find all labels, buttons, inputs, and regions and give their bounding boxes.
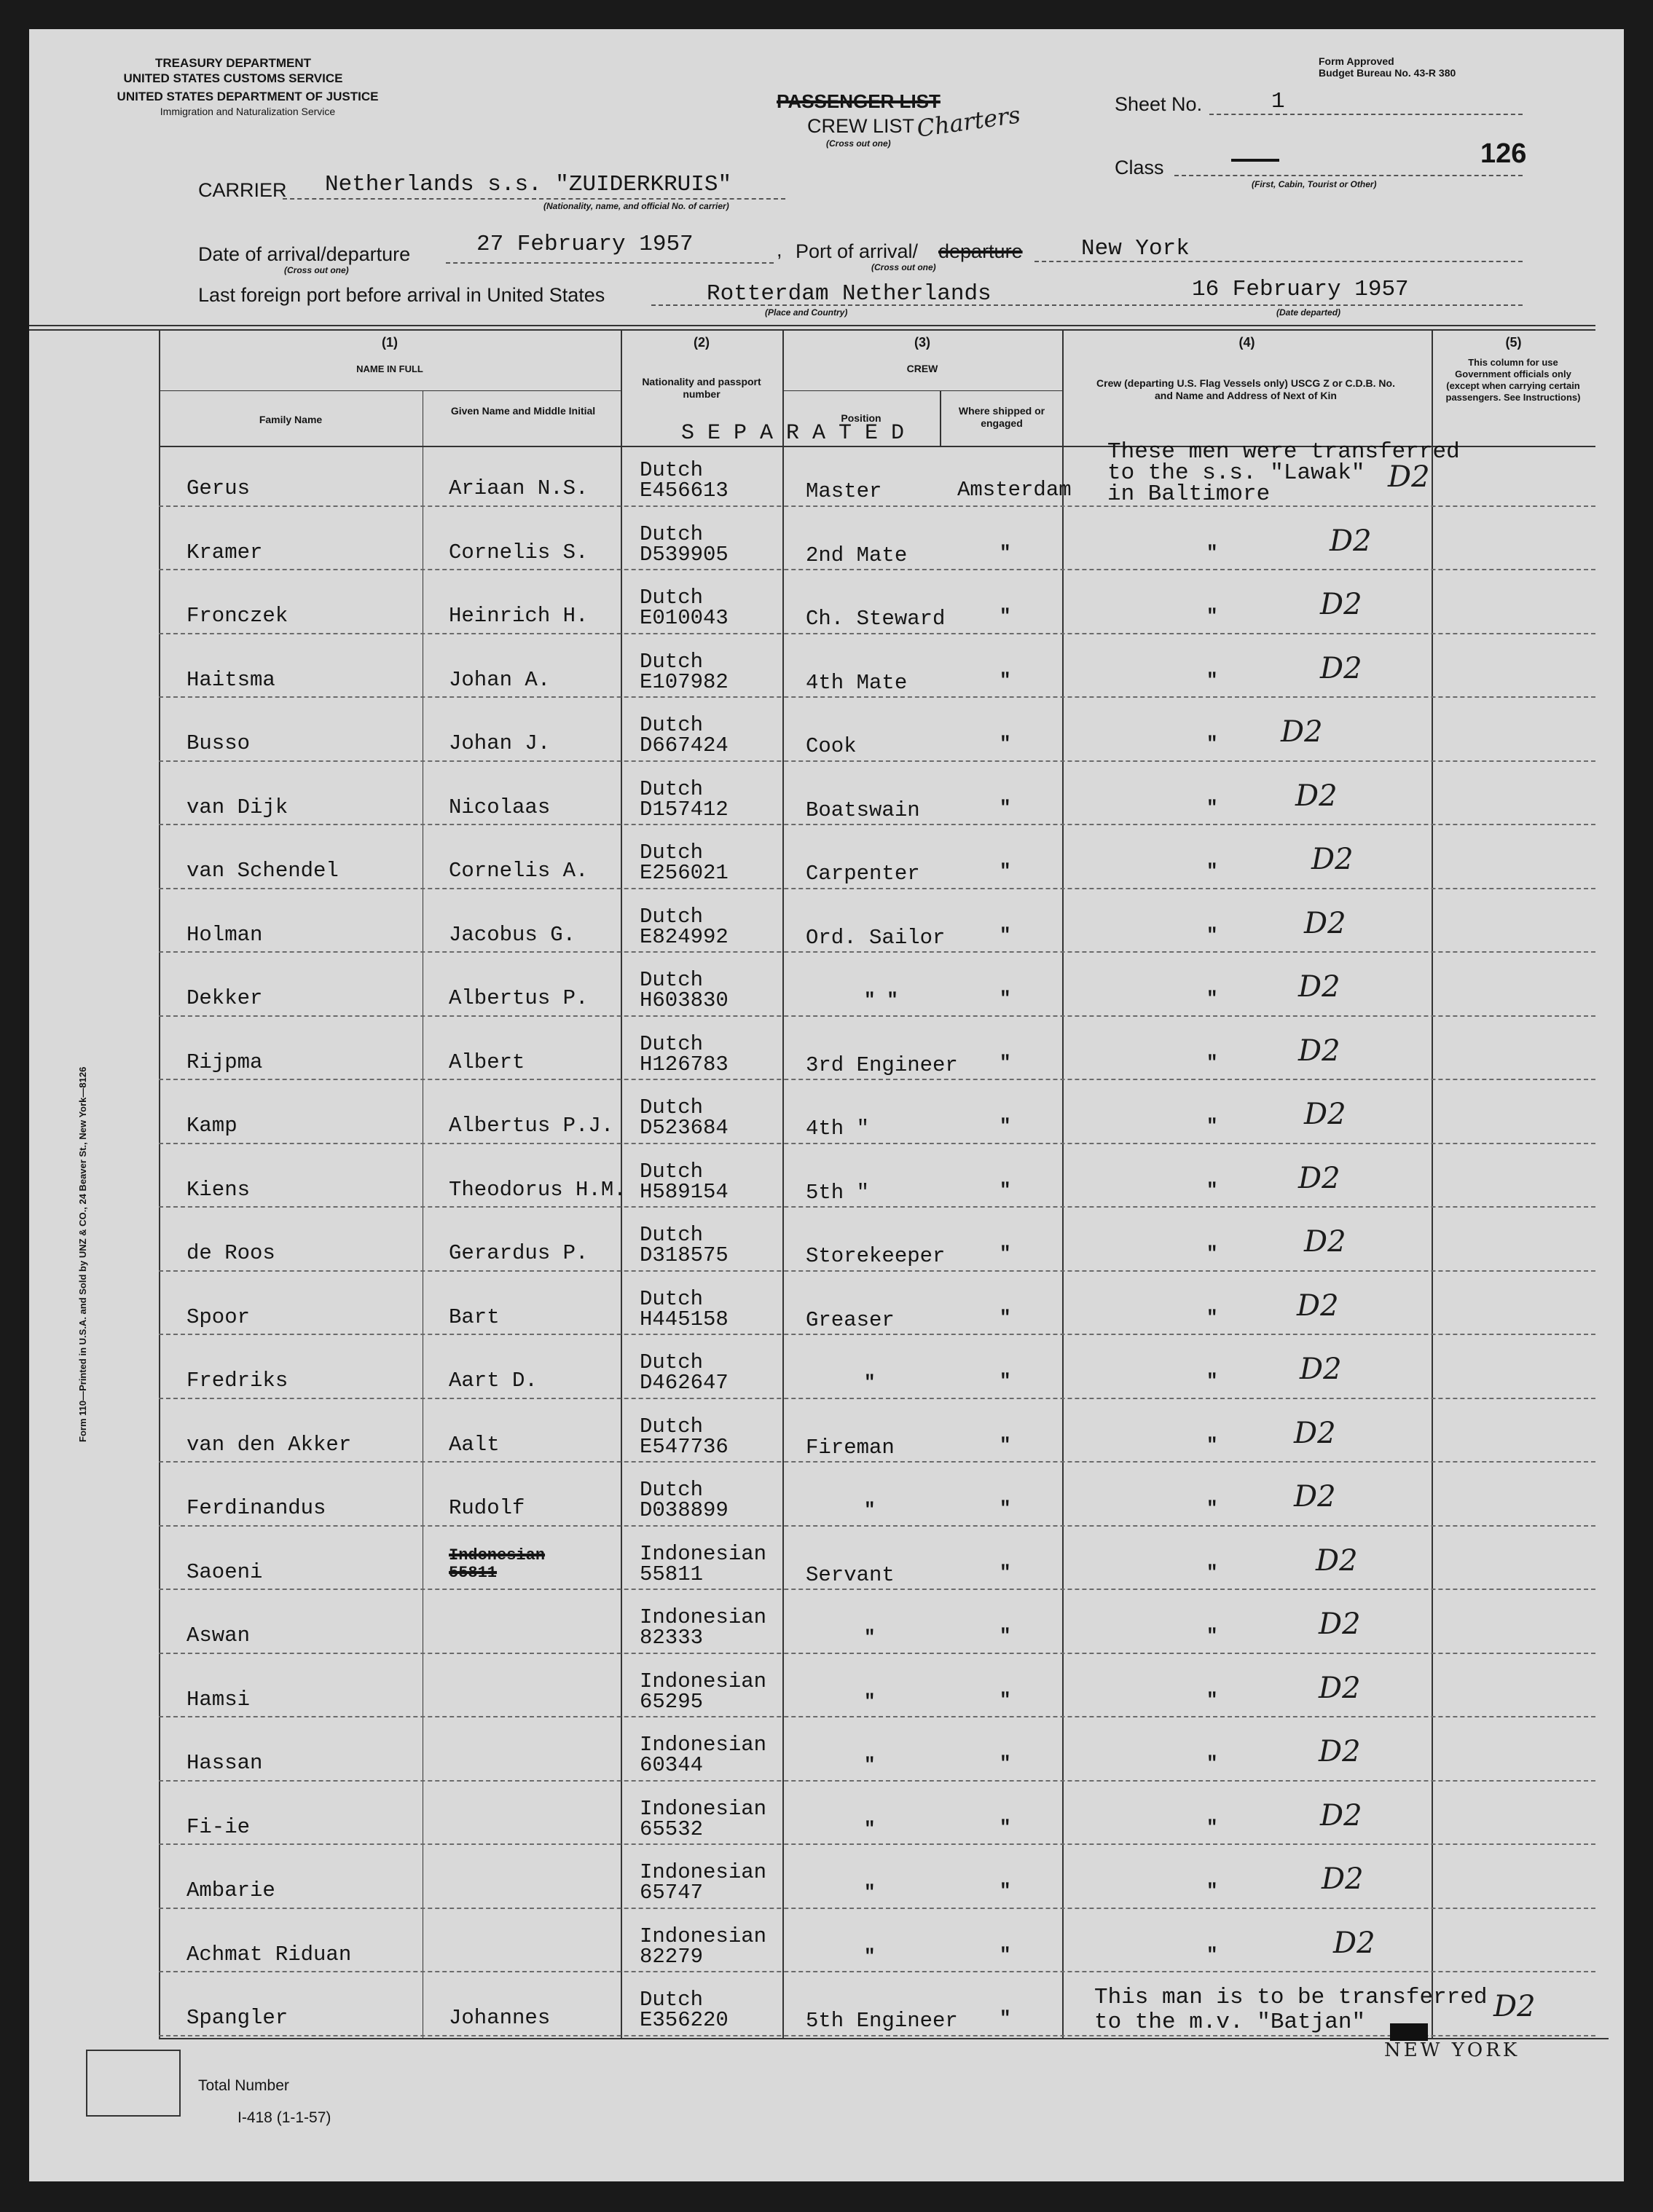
col3-number: (3) [914,335,930,350]
nationality: Indonesian [640,1733,767,1757]
shipped-place: " [1000,1370,1011,1392]
given-name: Aart D. [449,1369,538,1393]
next-of-kin-ditto: " [1206,1370,1218,1392]
remarks-bottom-line1: This man is to be transferred [1094,1985,1488,2010]
shipped-place: " [1000,1816,1011,1838]
passport-number: E256021 [640,861,729,885]
shipped-place: " [1000,2007,1011,2029]
family-name: Holman [186,922,263,947]
next-of-kin-ditto: " [1206,1625,1218,1647]
disposition-mark: D2 [1297,1288,1339,1323]
row-divider [159,1525,1595,1527]
last-port-date: 16 February 1957 [1192,277,1409,302]
family-name: van Schendel [186,859,339,883]
passport-number: E107982 [640,669,729,694]
shipped-place: " [1000,988,1011,1009]
form-paper [29,29,1624,2181]
class-value: ----- [1231,151,1280,170]
given-name: Albertus P.J. [449,1114,614,1138]
given-name: Jacobus G. [449,922,576,947]
next-of-kin-ditto: " [1206,733,1218,755]
nationality: Dutch [640,841,704,865]
given-name: Cornelis S. [449,540,589,564]
passport-number: D667424 [640,733,729,757]
remarks-top-line3: in Baltimore [1107,481,1271,507]
disposition-mark: D2 [1322,1862,1364,1896]
date-arrival-value: 27 February 1957 [476,232,694,257]
nationality: Dutch [640,1223,704,1247]
shipped-place: " [1000,1243,1011,1264]
nationality: Dutch [640,713,704,737]
given-name: Gerardus P. [449,1241,589,1265]
sheet-label: Sheet No. [1115,93,1203,115]
disposition-mark: D2 [1330,524,1372,558]
row-divider [159,1270,1595,1272]
sheet-number: 1 [1271,89,1285,114]
row-divider [159,824,1595,825]
position: " [864,1945,876,1967]
col5-note: This column for use Government officials only (except when carrying certain passengers. See Instructions) [1445,357,1581,403]
passport-number: 55811 [640,1562,704,1586]
passport-number: H445158 [640,1307,729,1331]
nationality: Indonesian [640,1669,767,1693]
family-name: Rijpma [186,1050,263,1074]
col-given-header: Given Name and Middle Initial [450,405,596,417]
next-of-kin-ditto: " [1206,1561,1218,1583]
nationality: Dutch [640,904,704,929]
passport-number: E547736 [640,1434,729,1459]
passport-number: H126783 [640,1052,729,1077]
col-family-header: Family Name [259,414,323,425]
disposition-mark: D2 [1304,906,1346,940]
position: " [864,1371,876,1393]
row-divider [159,1589,1595,1590]
given-name: Theodorus H.M. [449,1177,627,1202]
family-name: Hamsi [186,1687,251,1712]
comma: , [777,239,782,261]
family-name: Busso [186,731,251,755]
shipped-place: " [1000,1752,1011,1774]
position: " [864,1499,876,1521]
port-arrival-label: Port of arrival/ [796,240,919,262]
row-divider [159,1143,1595,1144]
family-name: Gerus [186,476,251,500]
position: 4th " [806,1117,870,1141]
nationality: Dutch [640,1478,704,1502]
next-of-kin-ditto: " [1206,1497,1218,1519]
shipped-place: " [1000,1943,1011,1966]
position: 5th " [806,1180,870,1205]
nationality: Indonesian [640,1796,767,1821]
nationality: Dutch [640,1414,704,1438]
position: Boatswain [806,798,920,822]
shipped-place: " [1000,924,1011,946]
family-name: Saoeni [186,1559,263,1584]
remarks-top-line1: These men were transferred [1107,439,1460,465]
row-divider [159,1015,1595,1017]
next-of-kin-ditto: " [1206,988,1218,1009]
shipped-place: " [1000,1688,1011,1711]
separated-stamp: S E P A R A T E D [681,421,905,446]
position: " [864,1626,876,1648]
passport-number: E356220 [640,2008,729,2032]
position: " [864,1881,876,1903]
row-divider [159,1206,1595,1208]
next-of-kin-ditto: " [1206,1178,1218,1201]
remarks-top [1107,441,1460,505]
family-name: Kiens [186,1177,251,1202]
shipped-place: " [1000,1433,1011,1456]
disposition-mark: D2 [1311,843,1354,876]
row-divider [159,633,1595,634]
position: 4th Mate [806,670,908,695]
handwritten-new-york: NEW YORK [1384,2039,1520,2061]
disposition-mark: D2 [1281,715,1323,749]
passport-number: D539905 [640,542,729,567]
family-name: Spoor [186,1304,251,1329]
position: " [864,1817,876,1840]
row-divider [159,505,1595,507]
next-of-kin-ditto: " [1206,605,1218,627]
family-name: Achmat Riduan [186,1942,352,1967]
shipped-place: " [1000,669,1011,691]
date-arrival-note: (Cross out one) [284,265,349,275]
family-name: Fronczek [186,604,288,628]
disposition-mark: D2 [1319,1671,1361,1705]
next-of-kin-ditto: " [1206,1243,1218,1264]
crew-list-label: CREW LIST [807,115,915,137]
row-divider [159,1780,1595,1782]
given-name: Albert [449,1050,525,1074]
family-name: Hassan [186,1751,263,1775]
position: 3rd Engineer [806,1052,958,1077]
disposition-mark: D2 [1298,1161,1340,1195]
shipped-place: " [1000,1497,1011,1519]
carrier-value: Netherlands s.s. "ZUIDERKRUIS" [325,172,732,197]
shipped-place: " [1000,796,1011,819]
passport-number: H603830 [640,988,729,1012]
position: Ch. Steward [806,607,946,631]
family-name: Aswan [186,1623,251,1648]
col-nationality-header: Nationality and passport number [642,376,761,400]
next-of-kin-ditto: " [1206,669,1218,691]
passport-number: 60344 [640,1753,704,1777]
remarks-top-line2: to the s.s. "Lawak" [1107,460,1365,486]
total-number-label: Total Number [198,2077,289,2094]
total-number-box [86,2050,181,2117]
given-name: Rudolf [449,1496,525,1520]
row-divider [159,1461,1595,1463]
nationality: Dutch [640,1988,704,2012]
position: Ord. Sailor [806,925,946,950]
family-name: Ferdinandus [186,1496,326,1520]
side-printer-note: Form 110—Printed in U.S.A. and Sold by UNZ & CO., 24 Beaver St., New York—8126 [77,1066,88,1442]
row-divider [159,1653,1595,1654]
family-name: Ambarie [186,1878,275,1902]
disposition-mark: D2 [1298,970,1340,1004]
next-of-kin-ditto: " [1206,1433,1218,1456]
class-label: Class [1115,157,1164,178]
agency-ins: Immigration and Naturalization Service [160,106,336,117]
col1-title: NAME IN FULL [356,363,423,374]
family-name: van Dijk [186,795,288,819]
row-divider [159,1971,1595,1972]
last-port-note: (Place and Country) [765,307,848,318]
next-of-kin-ditto: " [1206,1306,1218,1329]
col1-number: (1) [382,335,398,350]
nationality: Indonesian [640,1860,767,1884]
nationality: Dutch [640,1031,704,1056]
disposition-mark: D2 [1300,1353,1342,1386]
row-divider [159,696,1595,698]
shipped-place: " [1000,733,1011,755]
disposition-mark: D2 [1319,1735,1361,1768]
port-note: (Cross out one) [871,262,936,272]
disposition-mark: D2 [1304,1225,1346,1259]
position: 2nd Mate [806,543,908,567]
form-approved-line1: Form Approved [1319,55,1394,67]
nationality: Indonesian [640,1541,767,1566]
nationality: Dutch [640,586,704,610]
family-name: Fi-ie [186,1814,251,1839]
given-name: Bart [449,1304,500,1329]
form-approved [1319,55,1456,79]
passport-number: 82333 [640,1626,704,1650]
col2-number: (2) [694,335,710,350]
position: " [864,1690,876,1712]
disposition-mark: D2 [1294,1480,1336,1514]
given-name: Johannes [449,2006,551,2030]
position: Storekeeper [806,1244,946,1268]
position: Greaser [806,1307,895,1332]
next-of-kin-ditto: " [1206,1943,1218,1966]
disposition-mark: D2 [1295,779,1338,813]
nationality: Dutch [640,521,704,546]
disposition-mark: D2 [1388,460,1430,494]
position: Cook [806,734,857,758]
next-of-kin-ditto: " [1206,1115,1218,1137]
nationality: Dutch [640,776,704,801]
last-port-date-note: (Date departed) [1276,307,1341,318]
family-name: de Roos [186,1241,275,1265]
row-divider [159,569,1595,570]
agency-block-2 [84,89,412,119]
position: Carpenter [806,862,920,886]
shipped-place: " [1000,1880,1011,1902]
family-name: Dekker [186,986,263,1010]
class-note: (First, Cabin, Tourist or Other) [1252,179,1377,189]
row-divider [159,1334,1595,1335]
shipped-place: " [1000,1561,1011,1583]
shipped-place: " [1000,1625,1011,1647]
last-port-label: Last foreign port before arrival in United States [198,284,605,306]
given-name: Johan J. [449,731,551,755]
row-divider [159,1843,1595,1845]
col-position-header: Position [841,412,882,424]
shipped-place: Amsterdam [957,478,1072,502]
nationality: Dutch [640,1159,704,1184]
remarks-bottom-line2: to the m.v. "Batjan" [1094,2010,1366,2035]
nationality: Dutch [640,1095,704,1119]
passport-number: 65747 [640,1881,704,1905]
given-name: Heinrich H. [449,604,589,628]
position: " " [864,989,898,1011]
passport-number: D318575 [640,1243,729,1267]
disposition-mark: D2 [1320,651,1362,685]
form-number: I-418 (1-1-57) [237,2109,331,2126]
disposition-mark: D2 [1316,1543,1358,1578]
family-name: Kamp [186,1114,237,1138]
family-name: van den Akker [186,1432,352,1457]
col-crew-header: CREW [906,363,938,374]
shipped-place: " [1000,541,1011,564]
nationality: Dutch [640,968,704,992]
family-name: Haitsma [186,667,275,692]
port-arrival-value: New York [1081,236,1190,261]
handwritten-charters: Charters [915,101,1022,143]
passport-number: D462647 [640,1371,729,1395]
row-divider [159,1908,1595,1909]
redaction-block [1390,2023,1428,2041]
family-name: Spangler [186,2006,288,2030]
row-divider [159,951,1595,953]
disposition-mark: D2 [1493,1990,1536,2023]
passport-number: E456613 [640,479,729,503]
page-number: 126 [1480,138,1527,169]
passenger-list-struck: PASSENGER LIST [777,90,941,112]
row-divider [159,1716,1595,1717]
shipped-place: " [1000,605,1011,627]
family-name: Kramer [186,540,263,564]
passport-number: 82279 [640,1944,704,1969]
nationality: Indonesian [640,1924,767,1948]
agency-treasury: TREASURY DEPARTMENT [154,56,312,70]
given-name: Indonesian 55811 [449,1546,546,1582]
position: Master [806,479,882,503]
given-name: Johan A. [449,667,551,692]
crew-list-note: (Cross out one) [826,138,891,149]
disposition-mark: D2 [1320,1798,1362,1833]
shipped-place: " [1000,1178,1011,1201]
nationality: Indonesian [640,1605,767,1629]
carrier-label: CARRIER [198,179,287,201]
disposition-mark: D2 [1298,1034,1340,1068]
disposition-mark: D2 [1294,1416,1336,1450]
given-name: Ariaan N.S. [449,476,589,500]
form-approved-line2: Budget Bureau No. 43-R 380 [1319,67,1456,79]
disposition-mark: D2 [1320,588,1362,621]
next-of-kin-ditto: " [1206,1880,1218,1902]
last-port-value: Rotterdam Netherlands [707,281,992,307]
shipped-place: " [1000,1051,1011,1074]
disposition-mark: D2 [1304,1098,1346,1131]
row-divider [159,888,1595,889]
nationality: Dutch [640,1350,704,1374]
given-name: Albertus P. [449,986,589,1010]
next-of-kin-ditto: " [1206,1688,1218,1711]
passport-number: D038899 [640,1498,729,1522]
shipped-place: " [1000,1306,1011,1329]
position: " [864,1754,876,1776]
row-divider [159,1079,1595,1080]
family-name: Fredriks [186,1369,288,1393]
agency-block [80,55,386,86]
next-of-kin-ditto: " [1206,1816,1218,1838]
col-crew-departing-header: Crew (departing U.S. Flag Vessels only) USCG Z or C.D.B. No. and Name and Address of Next of Kin [1096,377,1395,401]
nationality: Dutch [640,1286,704,1311]
passport-number: E824992 [640,924,729,949]
passport-number: D157412 [640,797,729,822]
disposition-mark: D2 [1333,1926,1375,1960]
shipped-place: " [1000,1115,1011,1137]
remarks-bottom [1094,1985,1488,2035]
date-arrival-label: Date of arrival/departure [198,243,411,265]
carrier-note: (Nationality, name, and official No. of carrier) [543,201,729,211]
position: 5th Engineer [806,2009,958,2033]
nationality: Dutch [640,649,704,674]
disposition-mark: D2 [1319,1607,1361,1641]
col4-number: (4) [1238,335,1255,350]
next-of-kin-ditto: " [1206,541,1218,564]
given-name: Nicolaas [449,795,551,819]
next-of-kin-ditto: " [1206,796,1218,819]
passport-number: 65532 [640,1817,704,1841]
agency-justice: UNITED STATES DEPARTMENT OF JUSTICE [117,90,379,103]
nationality: Dutch [640,458,704,482]
passport-number: H589154 [640,1179,729,1204]
passport-number: 65295 [640,1689,704,1714]
col-shipped-header: Where shipped or engaged [958,405,1045,429]
agency-customs: UNITED STATES CUSTOMS SERVICE [123,71,343,85]
passport-number: D523684 [640,1116,729,1140]
position: Fireman [806,1435,895,1460]
shipped-place: " [1000,860,1011,882]
next-of-kin-ditto: " [1206,924,1218,946]
next-of-kin-ditto: " [1206,1752,1218,1774]
next-of-kin-ditto: " [1206,860,1218,882]
col5-number: (5) [1505,335,1522,350]
row-divider [159,760,1595,762]
passport-number: E010043 [640,606,729,630]
given-name: Aalt [449,1432,500,1457]
next-of-kin-ditto: " [1206,1051,1218,1074]
row-divider [159,1398,1595,1399]
given-name: Cornelis A. [449,859,589,883]
port-departure-struck: departure [938,240,1023,262]
position: Servant [806,1562,895,1587]
